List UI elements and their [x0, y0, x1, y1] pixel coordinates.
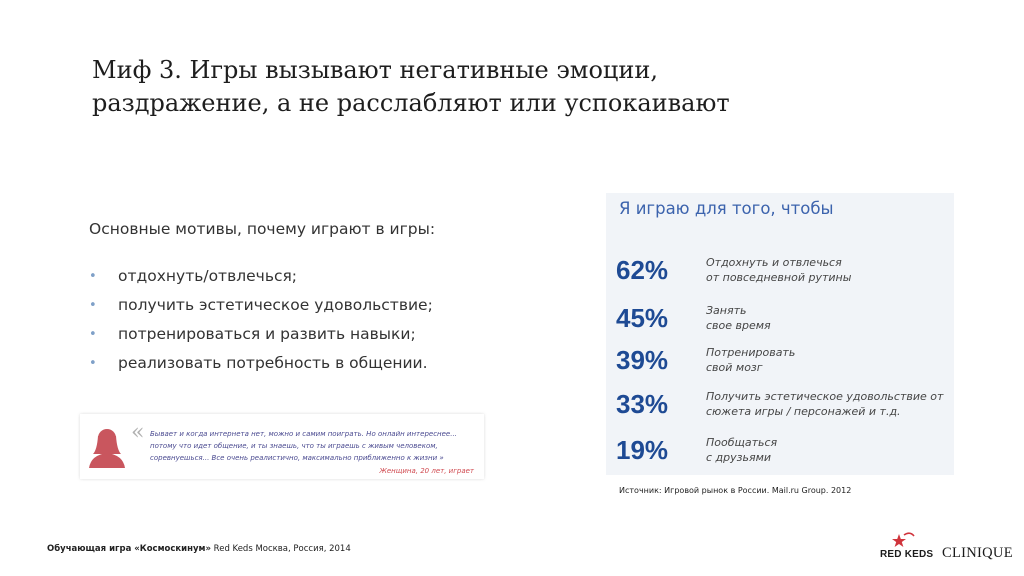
user-silhouette-icon: [85, 424, 129, 468]
motives-intro: Основные мотивы, почему играют в игры:: [89, 220, 436, 238]
list-item-text: потренироваться и развить навыки;: [118, 325, 416, 343]
stat-description: [706, 435, 956, 465]
stat-percent: 39%: [616, 345, 669, 375]
quote-author: Женщина, 20 лет, играет: [379, 467, 474, 475]
bullet-icon: •: [89, 356, 97, 371]
stat-description-line: с друзьями: [706, 451, 772, 464]
stat-percent: 19%: [616, 435, 669, 465]
stat-description-line: Потренировать: [706, 346, 796, 359]
slide-title-line-1: Миф 3. Игры вызывают негативные эмоции,: [92, 56, 658, 84]
survey-title: Я играю для того, чтобы: [619, 199, 834, 218]
survey-panel: [606, 193, 954, 475]
list-item: [89, 320, 433, 349]
survey-stat: [616, 433, 954, 469]
survey-source: Источник: Игровой рынок в России. Mail.ru Group. 2012: [619, 486, 852, 495]
stat-description-line: Занять: [706, 304, 747, 317]
quote-mark-icon: «: [131, 420, 145, 445]
stat-percent: 33%: [616, 389, 669, 419]
quote-card: [80, 414, 484, 479]
stat-description: [706, 389, 956, 419]
survey-stat: [616, 301, 954, 337]
stat-description: [706, 255, 956, 285]
bullet-icon: •: [89, 327, 97, 342]
stat-description-line: Получить эстетическое удовольствие от: [706, 390, 944, 403]
stat-description-line: свой мозг: [706, 361, 763, 374]
stat-description-line: Отдохнуть и отвлечься: [706, 256, 842, 269]
survey-stat: [616, 253, 954, 289]
motives-list: [89, 262, 433, 378]
slide-title-line-2: раздражение, а не расслабляют или успокаивают: [92, 89, 730, 117]
stat-description-line: сюжета игры / персонажей и т.д.: [706, 405, 901, 418]
list-item-text: реализовать потребность в общении.: [118, 354, 428, 372]
list-item: [89, 349, 433, 378]
red-keds-logo: [880, 532, 932, 562]
bullet-icon: •: [89, 298, 97, 313]
stat-description-line: свое время: [706, 319, 771, 332]
red-star-icon: [890, 532, 916, 550]
stat-description: [706, 303, 956, 333]
stat-description-line: от повседневной рутины: [706, 271, 852, 284]
survey-stat: [616, 343, 954, 379]
bullet-icon: •: [89, 269, 97, 284]
list-item: [89, 291, 433, 320]
survey-stat: [616, 387, 954, 423]
stat-description-line: Пообщаться: [706, 436, 778, 449]
footer-credit: [47, 544, 351, 554]
slide-title: [92, 54, 852, 120]
stat-percent: 45%: [616, 303, 669, 333]
list-item: [89, 262, 433, 291]
stat-percent: 62%: [616, 255, 669, 285]
list-item-text: отдохнуть/отвлечься;: [118, 267, 298, 285]
stat-description: [706, 345, 956, 375]
clinique-logo: CLINIQUE: [942, 545, 1013, 561]
list-item-text: получить эстетическое удовольствие;: [118, 296, 433, 314]
footer-company: Red Keds Москва, Россия, 2014: [210, 544, 351, 554]
footer-game-name: Обучающая игра «Космоскинум»: [47, 544, 211, 554]
quote-text: Бывает и когда интернета нет, можно и самим поиграть. Но онлайн интереснее... потому что идет общение, и ты знаешь, что ты играешь с живым человеком, соревнуешься... Все очень реалистично, максимально приближенно к жизни »: [150, 430, 457, 462]
red-keds-wordmark: RED KEDS: [880, 549, 934, 560]
